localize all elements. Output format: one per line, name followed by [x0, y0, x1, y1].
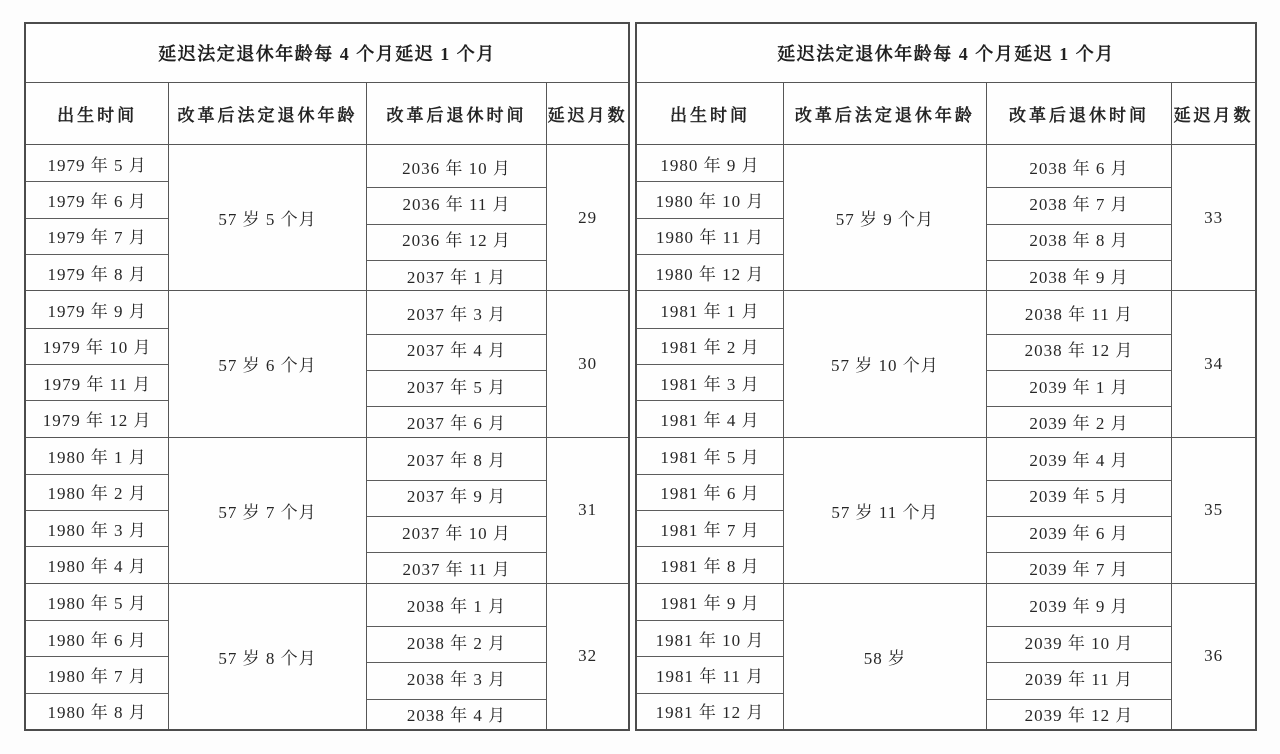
age-group-row: [26, 145, 628, 291]
birth-month-column: [637, 438, 784, 583]
birth-month-cell: 1979 年 11 月: [43, 374, 152, 394]
cell-divider: [637, 656, 783, 657]
birth-month-cell: 1980 年 3 月: [47, 520, 147, 540]
cell-divider: [987, 260, 1171, 261]
table-body: [637, 145, 1255, 729]
retire-date-cell: 2037 年 11 月: [402, 560, 511, 580]
cell-divider: [987, 699, 1171, 700]
birth-month-column: [26, 145, 169, 290]
delay-months-cell: 29: [578, 207, 598, 227]
cell-divider: [987, 552, 1171, 553]
birth-month-cell: 1981 年 10 月: [655, 630, 765, 650]
retire-date-column: [987, 291, 1172, 436]
cell-divider: [637, 474, 783, 475]
cell-divider: [367, 334, 547, 335]
birth-month-cell: 1981 年 9 月: [660, 594, 760, 614]
cell-divider: [637, 400, 783, 401]
age-group-row: [637, 584, 1255, 729]
retire-date-cell: 2039 年 6 月: [1029, 523, 1129, 543]
birth-month-cell: 1981 年 2 月: [660, 338, 760, 358]
birth-month-cell: 1980 年 10 月: [655, 191, 765, 211]
retire-date-column: [987, 145, 1172, 290]
cell-divider: [367, 662, 547, 663]
cell-divider: [26, 620, 168, 621]
retire-date-cell: 2037 年 10 月: [402, 523, 511, 543]
retirement-age-cell: 57 岁 11 个月: [784, 438, 987, 583]
cell-divider: [987, 334, 1171, 335]
retire-date-cell: 2039 年 12 月: [1024, 706, 1134, 726]
cell-divider: [637, 693, 783, 694]
cell-divider: [26, 656, 168, 657]
birth-month-cell: 1979 年 8 月: [47, 264, 147, 284]
retirement-age-cell: 57 岁 5 个月: [169, 145, 366, 290]
cell-divider: [637, 620, 783, 621]
cell-divider: [987, 187, 1171, 188]
retire-date-cell: 2037 年 9 月: [406, 487, 507, 507]
birth-month-cell: 1979 年 5 月: [47, 155, 147, 175]
column-header-statutory-age: 改革后法定退休年龄: [784, 83, 987, 144]
retire-date-cell: 2037 年 3 月: [406, 304, 507, 324]
birth-month-cell: 1981 年 12 月: [655, 703, 765, 723]
panel-title: 延迟法定退休年龄每 4 个月延迟 1 个月: [637, 24, 1255, 83]
column-header-row: [26, 83, 628, 145]
cell-divider: [26, 510, 168, 511]
birth-month-cell: 1979 年 9 月: [47, 301, 147, 321]
birth-month-cell: 1981 年 5 月: [660, 448, 760, 468]
retire-date-cell: 2039 年 9 月: [1029, 597, 1129, 617]
cell-divider: [26, 400, 168, 401]
birth-month-cell: 1980 年 7 月: [47, 667, 147, 687]
retire-date-cell: 2038 年 12 月: [1024, 341, 1134, 361]
cell-divider: [26, 474, 168, 475]
cell-divider: [26, 254, 168, 255]
birth-month-cell: 1980 年 5 月: [47, 594, 147, 614]
retire-date-column: [367, 145, 548, 290]
retire-date-cell: 2039 年 2 月: [1029, 413, 1129, 433]
retire-date-cell: 2038 年 11 月: [1024, 304, 1134, 324]
cell-divider: [367, 370, 547, 371]
cell-divider: [987, 406, 1171, 407]
retirement-age-cell: 57 岁 9 个月: [784, 145, 987, 290]
cell-divider: [367, 224, 547, 225]
retire-date-column: [367, 584, 548, 729]
birth-month-cell: 1981 年 8 月: [660, 557, 760, 577]
birth-month-cell: 1981 年 4 月: [660, 410, 760, 430]
cell-divider: [367, 699, 547, 700]
cell-divider: [367, 626, 547, 627]
birth-month-cell: 1981 年 3 月: [660, 374, 760, 394]
retire-date-cell: 2038 年 3 月: [406, 670, 507, 690]
retire-date-column: [987, 584, 1172, 729]
retire-date-cell: 2039 年 7 月: [1029, 560, 1129, 580]
retire-date-cell: 2037 年 4 月: [406, 341, 507, 361]
birth-month-column: [637, 145, 784, 290]
cell-divider: [637, 510, 783, 511]
birth-month-column: [637, 291, 784, 436]
birth-month-cell: 1980 年 9 月: [660, 155, 760, 175]
cell-divider: [987, 370, 1171, 371]
retire-date-cell: 2038 年 6 月: [1029, 158, 1129, 178]
age-group-row: [637, 145, 1255, 291]
birth-month-cell: 1981 年 1 月: [660, 301, 760, 321]
cell-divider: [987, 516, 1171, 517]
delay-months-cell: 33: [1204, 207, 1224, 227]
retire-date-column: [367, 438, 548, 583]
cell-divider: [26, 218, 168, 219]
retire-date-cell: 2037 年 8 月: [406, 451, 507, 471]
birth-month-cell: 1981 年 6 月: [660, 484, 760, 504]
cell-divider: [367, 480, 547, 481]
retire-date-cell: 2036 年 10 月: [402, 158, 511, 178]
birth-month-column: [26, 291, 169, 436]
retire-date-column: [987, 438, 1172, 583]
delay-months-cell: 30: [578, 353, 598, 373]
cell-divider: [987, 662, 1171, 663]
cell-divider: [637, 364, 783, 365]
birth-month-cell: 1980 年 2 月: [47, 484, 147, 504]
birth-month-column: [637, 584, 784, 729]
cell-divider: [26, 328, 168, 329]
delay-months-cell: 31: [578, 500, 598, 520]
panel-title: 延迟法定退休年龄每 4 个月延迟 1 个月: [26, 24, 628, 83]
retirement-age-cell: 57 岁 10 个月: [784, 291, 987, 436]
birth-month-cell: 1980 年 12 月: [655, 264, 765, 284]
birth-month-cell: 1981 年 7 月: [660, 520, 760, 540]
retire-date-cell: 2038 年 1 月: [406, 597, 507, 617]
column-header-birth-time: 出生时间: [26, 83, 169, 144]
delay-months-cell: 35: [1204, 500, 1224, 520]
cell-divider: [367, 406, 547, 407]
retire-date-cell: 2038 年 2 月: [406, 633, 507, 653]
retirement-age-cell: 57 岁 8 个月: [169, 584, 366, 729]
retire-date-cell: 2039 年 10 月: [1024, 633, 1134, 653]
retirement-age-cell: 57 岁 6 个月: [169, 291, 366, 436]
retire-date-cell: 2039 年 4 月: [1029, 451, 1129, 471]
cell-divider: [987, 224, 1171, 225]
column-header-delay-months: 延迟月数: [1173, 106, 1254, 125]
retirement-table-panel-2: [635, 22, 1257, 731]
age-group-row: [26, 438, 628, 584]
retirement-table-panel-1: [24, 22, 630, 731]
retire-date-cell: 2039 年 11 月: [1024, 670, 1134, 690]
cell-divider: [637, 546, 783, 547]
retire-date-cell: 2036 年 11 月: [402, 194, 511, 214]
retire-date-cell: 2039 年 1 月: [1029, 377, 1129, 397]
age-group-row: [637, 438, 1255, 584]
cell-divider: [367, 260, 547, 261]
column-header-delay-months: 延迟月数: [547, 106, 628, 125]
cell-divider: [637, 181, 783, 182]
retire-date-cell: 2037 年 6 月: [406, 413, 507, 433]
retire-date-cell: 2038 年 9 月: [1029, 267, 1129, 287]
birth-month-cell: 1979 年 7 月: [47, 228, 147, 248]
cell-divider: [26, 181, 168, 182]
column-header-birth-time: 出生时间: [637, 83, 784, 144]
birth-month-column: [26, 438, 169, 583]
age-group-row: [637, 291, 1255, 437]
cell-divider: [637, 254, 783, 255]
birth-month-cell: 1980 年 11 月: [655, 228, 765, 248]
cell-divider: [26, 546, 168, 547]
retire-date-column: [367, 291, 548, 436]
birth-month-cell: 1979 年 10 月: [42, 338, 152, 358]
cell-divider: [637, 328, 783, 329]
table-body: [26, 145, 628, 729]
retire-date-cell: 2038 年 4 月: [406, 706, 507, 726]
birth-month-cell: 1979 年 12 月: [42, 410, 152, 430]
delay-months-cell: 36: [1204, 646, 1224, 666]
retirement-age-cell: 57 岁 7 个月: [169, 438, 366, 583]
cell-divider: [367, 516, 547, 517]
birth-month-cell: 1979 年 6 月: [47, 191, 147, 211]
birth-month-cell: 1980 年 6 月: [47, 630, 147, 650]
cell-divider: [367, 187, 547, 188]
birth-month-cell: 1980 年 4 月: [47, 557, 147, 577]
delay-months-cell: 34: [1204, 353, 1224, 373]
birth-month-cell: 1980 年 8 月: [47, 703, 147, 723]
retire-date-cell: 2039 年 5 月: [1029, 487, 1129, 507]
cell-divider: [637, 218, 783, 219]
column-header-retire-time: 改革后退休时间: [987, 83, 1172, 144]
retire-date-cell: 2037 年 5 月: [406, 377, 507, 397]
retire-date-cell: 2036 年 12 月: [402, 231, 511, 251]
birth-month-cell: 1981 年 11 月: [655, 667, 765, 687]
retire-date-cell: 2037 年 1 月: [406, 267, 507, 287]
column-header-row: [637, 83, 1255, 145]
cell-divider: [987, 480, 1171, 481]
birth-month-cell: 1980 年 1 月: [47, 448, 147, 468]
cell-divider: [987, 626, 1171, 627]
cell-divider: [26, 364, 168, 365]
cell-divider: [367, 552, 547, 553]
retire-date-cell: 2038 年 7 月: [1029, 194, 1129, 214]
column-header-retire-time: 改革后退休时间: [367, 83, 548, 144]
retirement-age-cell: 58 岁: [784, 584, 987, 729]
age-group-row: [26, 291, 628, 437]
delay-months-cell: 32: [578, 646, 598, 666]
birth-month-column: [26, 584, 169, 729]
cell-divider: [26, 693, 168, 694]
age-group-row: [26, 584, 628, 729]
column-header-statutory-age: 改革后法定退休年龄: [169, 83, 366, 144]
retire-date-cell: 2038 年 8 月: [1029, 231, 1129, 251]
